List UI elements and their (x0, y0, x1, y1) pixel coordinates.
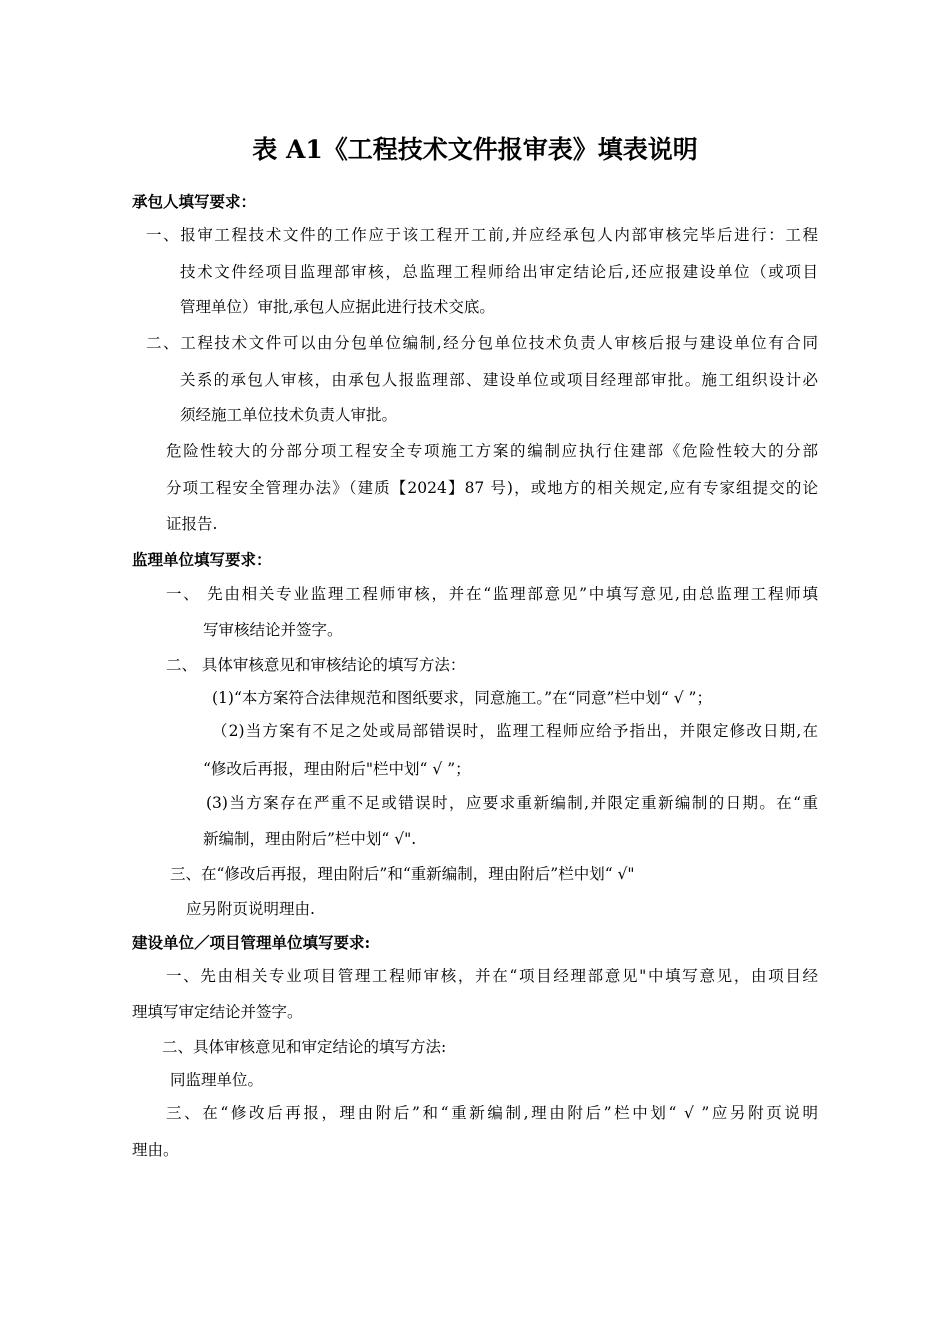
contractor-line: 证报告. (166, 515, 218, 533)
owner-line: 二、具体审核意见和审定结论的填写方法: (162, 1038, 447, 1056)
supervisor-heading: 监理单位填写要求： (132, 550, 272, 569)
contractor-line: 一、报审工程技术文件的工作应于该工程开工前,并应经承包人内部审核完毕后进行：工程 (146, 226, 818, 244)
owner-line: 三、在“修改后再报，理由附后”和“重新编制,理由附后”栏中划“ √ ”应另附页说明 (166, 1104, 818, 1122)
owner-line: 同监理单位。 (170, 1071, 264, 1089)
contractor-line: 须经施工单位技术负责人审批。 (180, 406, 398, 424)
document-title: 表 A1《工程技术文件报审表》填表说明 (252, 135, 698, 164)
contractor-line: 技术文件经项目监理部审核，总监理工程师给出审定结论后,还应报建设单位（或项目 (180, 263, 818, 281)
contractor-line: 关系的承包人审核，由承包人报监理部、建设单位或项目经理部审批。施工组织设计必 (180, 371, 818, 389)
contractor-line: 危险性较大的分部分项工程安全专项施工方案的编制应执行住建部《危险性较大的分部 (166, 442, 818, 460)
contractor-line: 分项工程安全管理办法》（建质【2024】87 号)，或地方的相关规定,应有专家组提交的论 (166, 479, 818, 497)
supervisor-line: 写审核结论并签字。 (203, 621, 343, 639)
owner-line: 一、先由相关专业项目管理工程师审核，并在“项目经理部意见"中填写意见，由项目经 (166, 967, 818, 985)
supervisor-line: 二、 具体审核意见和审核结论的填写方法： (166, 656, 466, 674)
supervisor-line: (3)当方案存在严重不足或错误时，应要求重新编制,并限定重新编制的日期。在“重 (206, 794, 818, 812)
owner-line: 理填写审定结论并签字。 (132, 1003, 303, 1021)
owner-line: 理由。 (132, 1141, 179, 1159)
contractor-heading: 承包人填写要求： (132, 192, 257, 211)
supervisor-line: 新编制，理由附后”栏中划“ √". (203, 830, 417, 848)
contractor-line: 二、工程技术文件可以由分包单位编制,经分包单位技术负责人审核后报与建设单位有合同 (146, 334, 818, 352)
supervisor-line: 三、在“修改后再报，理由附后”和“重新编制，理由附后”栏中划“ √" (170, 865, 635, 883)
owner-heading: 建设单位／项目管理单位填写要求: (132, 933, 371, 952)
supervisor-line: （2)当方案有不足之处或局部错误时，监理工程师应给予指出，并限定修改日期,在 (212, 722, 818, 740)
supervisor-line: 一、 先由相关专业监理工程师审核，并在“监理部意见”中填写意见,由总监理工程师填 (166, 585, 818, 603)
supervisor-line: “修改后再报，理由附后"栏中划“ √ ”； (203, 760, 471, 778)
supervisor-line: (1)“本方案符合法律规范和图纸要求，同意施工。”在“同意”栏中划“ √ ”； (212, 689, 712, 707)
supervisor-line: 应另附页说明理由. (186, 900, 315, 918)
contractor-line: 管理单位）审批,承包人应据此进行技术交底。 (180, 298, 495, 316)
